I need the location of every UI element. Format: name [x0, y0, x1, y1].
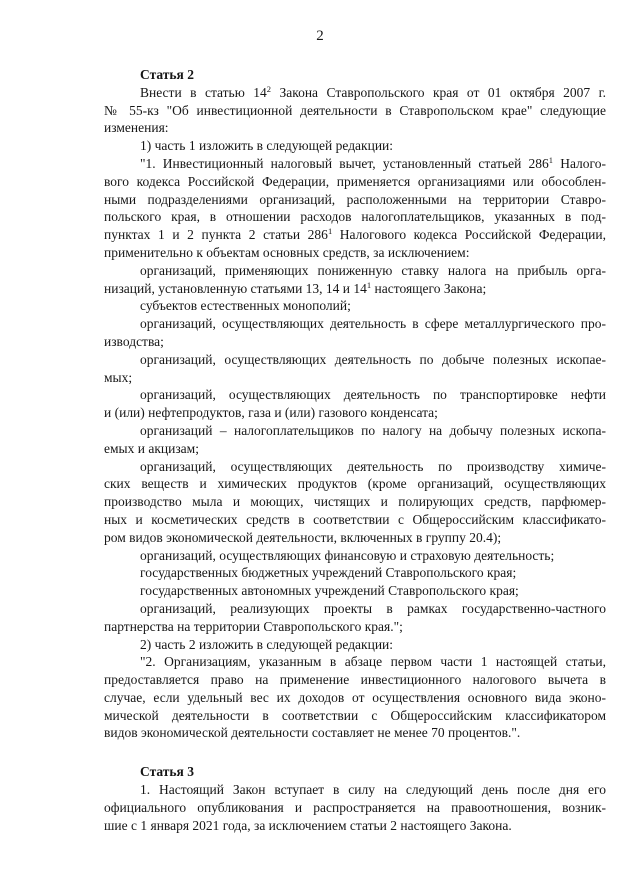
exclusion-item: организаций, осуществляющих финансовую и страховую деятельность; — [140, 547, 555, 563]
part-1-text-c: пунктах 1 и 2 пункта 2 статьи 286 — [104, 227, 328, 243]
exclusion-line: ром видов экономической деятельности, включенных в группу 20.4); — [104, 529, 502, 545]
intro-text-a: Внести в статью 14 — [140, 84, 267, 100]
exclusion-line: ных и косметических средств в соответствии с Общероссийским классификато- — [104, 511, 606, 527]
article-3-line: официального опубликования и распространяется на правоотношения, возник- — [104, 799, 606, 815]
part-2-line: мической деятельности в соответствии с Общероссийским классификатором — [104, 707, 606, 723]
exclusion-line: емых и акцизам; — [104, 440, 199, 456]
exclusion-item: организаций, осуществляющих деятельность в сфере металлургического про- — [140, 316, 606, 332]
exclusion-line: ских веществ и химических продуктов (кроме организаций, осуществляющих — [104, 476, 606, 492]
article-3-line: шие с 1 января 2021 года, за исключением статьи 2 настоящего Закона. — [104, 817, 512, 833]
article-3-text — [104, 781, 606, 834]
part-1-text-a: "1. Инвестиционный налоговый вычет, установленный статьей 286 — [140, 155, 549, 171]
part-2-line: видов экономической деятельности составляет не менее 70 процентов.". — [104, 725, 521, 741]
part-2-line: "2. Организациям, указанным в абзаце первом части 1 настоящей статьи, — [140, 654, 606, 670]
intro-text-b: Закона Ставропольского края от 01 октября 2007 г. — [271, 84, 606, 100]
document-body — [104, 66, 606, 834]
exclusion-item: организаций, реализующих проекты в рамках государственно-частного — [140, 600, 606, 616]
part-1-line: ными подразделениями организаций, расположенными на территории Ставро- — [104, 191, 606, 207]
article-3-line: 1. Настоящий Закон вступает в силу на следующий день после дня его — [140, 782, 606, 798]
exclusion-item: организаций – налогоплательщиков по налогу на добычу полезных ископа- — [140, 422, 606, 438]
exclusion-line: и (или) нефтепродуктов, газа и (или) газового конденсата; — [104, 405, 438, 421]
exclusion-line: изводства; — [104, 333, 164, 349]
part-2-line: предоставляется право на применение инвестиционного налогового вычета в — [104, 672, 606, 688]
exclusion-item: государственных автономных учреждений Ставропольского края; — [140, 583, 519, 599]
part-2-line: случае, если удельный вес их доходов от осуществления основного вида эконо- — [104, 689, 606, 705]
exclusion-item: организаций, осуществляющих деятельность по добыче полезных ископае- — [140, 351, 606, 367]
exclusion-line: мых; — [104, 369, 133, 385]
superscript: 1 — [366, 279, 372, 290]
exclusion-text: низаций, установленную статьями 13, 14 и 14 — [104, 280, 367, 296]
part-1-text-b: Налого- — [553, 155, 606, 171]
exclusions-list — [104, 262, 606, 636]
superscript: 2 — [266, 83, 271, 94]
exclusion-item: организаций, применяющих пониженную ставку налога на прибыль орга- — [140, 262, 606, 278]
item-1-label: 1) часть 1 изложить в следующей редакции: — [140, 138, 394, 154]
superscript: 1 — [327, 226, 333, 237]
article-2-intro — [104, 84, 606, 137]
part-1-line: применительно к объектам основных средств, за исключением: — [104, 244, 470, 260]
part-1-text-d: Налогового кодекса Российской Федерации, — [332, 227, 606, 243]
exclusion-item: государственных бюджетных учреждений Ставропольского края; — [140, 565, 517, 581]
page-number: 2 — [316, 28, 324, 44]
exclusion-text: настоящего Закона; — [371, 280, 487, 296]
article-3-heading: Статья 3 — [140, 764, 194, 780]
part-1-line: вого кодекса Российской Федерации, применяется организациями или обособлен- — [104, 173, 606, 189]
exclusion-item: организаций, осуществляющих деятельность по транспортировке нефти — [140, 387, 606, 403]
part-1-line: польского края, в отношении расходов налогоплательщиков, указанных в под- — [104, 209, 606, 225]
article-2-heading: Статья 2 — [140, 67, 194, 82]
exclusion-item: организаций, осуществляющих деятельность по производству химиче- — [140, 458, 606, 474]
intro-line: № 55-кз "Об инвестиционной деятельности в Ставропольском крае" следующие — [104, 102, 606, 118]
exclusion-item: субъектов естественных монополий; — [140, 298, 351, 314]
part-1-text — [104, 155, 606, 262]
item-2-label: 2) часть 2 изложить в следующей редакции: — [140, 636, 394, 652]
exclusion-line: партнерства на территории Ставропольского края."; — [104, 618, 403, 634]
superscript: 1 — [548, 154, 554, 165]
intro-line: изменения: — [104, 120, 169, 136]
exclusion-line: производство мыла и моющих, чистящих и полирующих средств, парфюмер- — [104, 494, 606, 510]
part-2-text — [104, 653, 606, 742]
